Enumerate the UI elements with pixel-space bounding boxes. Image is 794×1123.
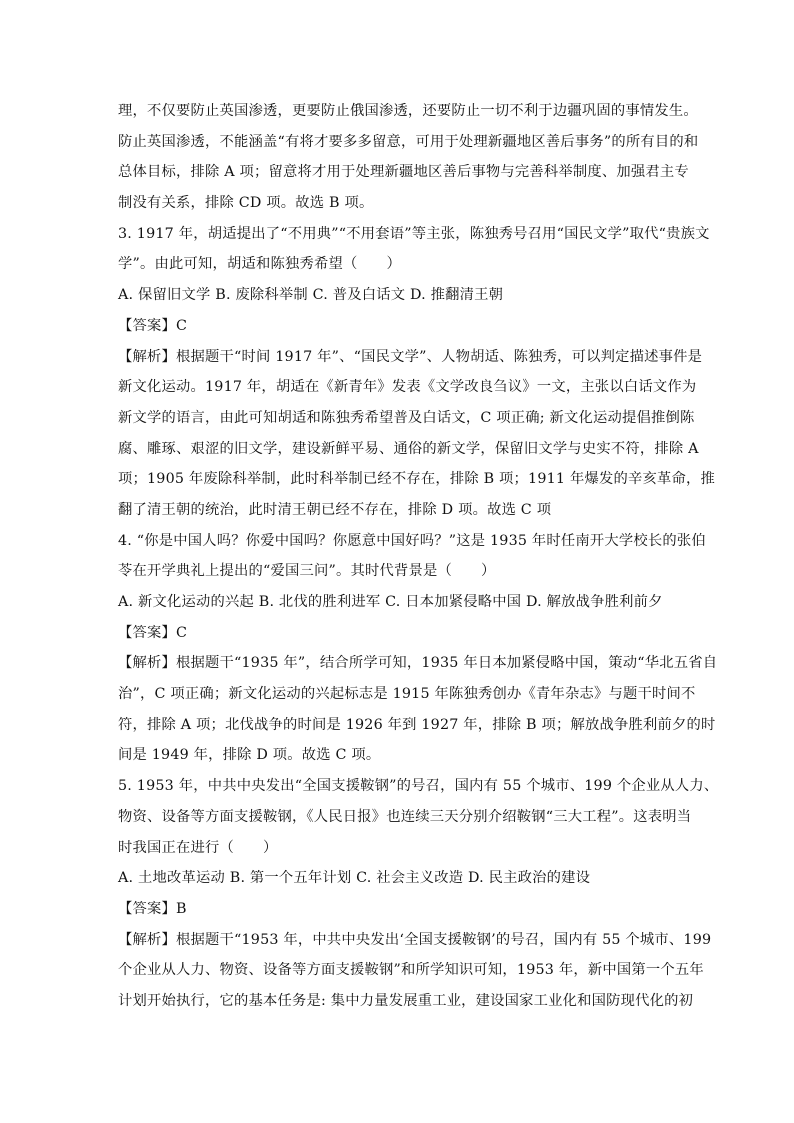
text-line: 理，不仅要防止英国渗透，更要防止俄国渗透，还要防止一切不利于边疆巩固的事情发生。 <box>118 103 698 119</box>
question-4-stem: 苓在开学典礼上提出的“爱国三问”。其时代背景是（ ） <box>118 563 496 580</box>
question-3-analysis: 项；1905 年废除科举制，此时科举制已经不存在，排除 B 项；1911 年爆发的辛亥革命，推 <box>118 471 715 488</box>
question-3-analysis: 新文化运动。1917 年，胡适在《新青年》发表《文学改良刍议》一文，主张以白话文作为 <box>118 379 697 396</box>
question-3-options: A. 保留旧文学 B. 废除科举制 C. 普及白话文 D. 推翻清王朝 <box>118 287 504 304</box>
document-body <box>118 96 719 1017</box>
question-5-stem: 5. 1953 年，中共中央发出“全国支援鞍钢”的号召，国内有 55 个城市、199 个企业从人力、 <box>118 778 719 795</box>
question-5-analysis: 计划开始执行，它的基本任务是: 集中力量发展重工业，建设国家工业化和国防现代化的初 <box>118 992 694 1009</box>
question-4-analysis: 治”，C 项正确；新文化运动的兴起标志是 1915 年陈独秀创办《青年杂志》与题干时间不 <box>118 686 696 703</box>
question-3-analysis: 翻了清王朝的统治，此时清王朝已经不存在，排除 D 项。故选 C 项 <box>118 501 552 518</box>
question-3-analysis: 【解析】根据题干“时间 1917 年”、“国民文学”、人物胡适、陈独秀，可以判定描述事件是 <box>118 348 703 365</box>
question-3-analysis: 腐、雕琢、艰涩的旧文学，建设新鲜平易、通俗的新文学，保留旧文学与史实不符，排除 A <box>118 440 699 457</box>
question-5-stem: 时我国正在进行（ ） <box>118 839 278 856</box>
question-4-answer: 【答案】C <box>118 624 188 641</box>
text-line: 防止英国渗透，不能涵盖“有将才要多多留意，可用于处理新疆地区善后事务”的所有目的和 <box>118 133 699 150</box>
question-4-analysis: 【解析】根据题干“1935 年”，结合所学可知，1935 年日本加紧侵略中国，策动“华北五省自 <box>118 655 718 672</box>
question-3-stem: 学”。由此可知，胡适和陈独秀希望（ ） <box>118 256 401 273</box>
question-5-stem: 物资、设备等方面支援鞍钢，《人民日报》也连续三天分别介绍鞍钢“三大工程”。这表明当 <box>118 808 692 825</box>
question-5-answer: 【答案】B <box>118 900 187 917</box>
question-5-options: A. 土地改革运动 B. 第一个五年计划 C. 社会主义改造 D. 民主政治的建设 <box>118 870 591 887</box>
question-4-analysis: 符，排除 A 项；北伐战争的时间是 1926 年到 1927 年，排除 B 项；解放战争胜利前夕的时 <box>118 716 716 733</box>
question-4-options: A. 新文化运动的兴起 B. 北伐的胜利进军 C. 日本加紧侵略中国 D. 解放战争胜利前夕 <box>118 594 663 610</box>
question-3-stem: 3. 1917 年，胡适提出了“不用典”“不用套语”等主张，陈独秀号召用“国民文学”取代“贵族文 <box>118 225 710 242</box>
question-4-analysis: 间是 1949 年，排除 D 项。故选 C 项。 <box>118 747 381 764</box>
question-5-analysis: 个企业从人力、物资、设备等方面支援鞍钢”和所学知识可知，1953 年，新中国第一个五年 <box>118 962 704 979</box>
question-3-analysis: 新文学的语言，由此可知胡适和陈独秀希望普及白话文，C 项正确; 新文化运动提倡推倒陈 <box>118 409 695 426</box>
text-line: 制没有关系，排除 CD 项。故选 B 项。 <box>118 195 374 212</box>
question-5-analysis: 【解析】根据题干“1953 年，中共中央发出‘全国支援鞍钢’的号召，国内有 55 个城市、199 <box>118 931 712 948</box>
question-4-stem: 4. “你是中国人吗？你爱中国吗？你愿意中国好吗？”这是 1935 年时任南开大学校长的张伯 <box>118 532 706 549</box>
question-3-answer: 【答案】C <box>118 317 188 334</box>
text-line: 总体目标，排除 A 项；留意将才用于处理新疆地区善后事物与完善科举制度、加强君主专 <box>118 164 689 181</box>
